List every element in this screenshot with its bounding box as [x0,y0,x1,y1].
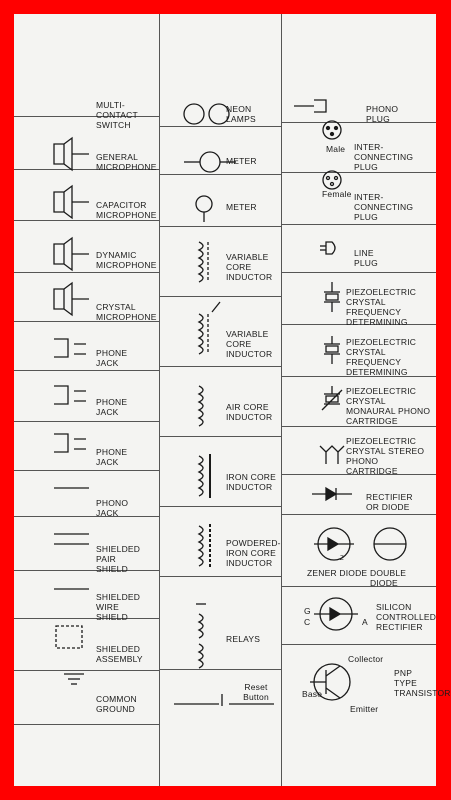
monaural-cartridge-icon [322,386,342,410]
shielded-assembly-icon [56,626,82,648]
male-label: Male [326,144,346,154]
middle-label-3: METER [226,202,257,212]
left-label-5: CRYSTAL MICROPHONE [96,302,157,322]
left-label-4: DYNAMIC MICROPHONE [96,250,157,270]
left-label-7: PHONE JACK [96,397,128,417]
right-label-5: PIEZOELECTRIC CRYSTAL FREQUENCY DETERMINING [346,287,417,327]
iron-core-inductor-icon [199,454,210,498]
interconnect-plug-male-icon [323,121,341,139]
right-label-3: INTER-CONNECTING PLUG [354,192,414,222]
base-label: Base [302,689,323,699]
middle-label-8: POWDERED-IRON CORE INDUCTOR [226,538,281,568]
middle-label-5: VARIABLE CORE INDUCTOR [226,329,273,359]
left-label-12: SHIELDED ASSEMBLY [96,644,143,664]
middle-label-1: NEON LAMPS [226,104,256,124]
right-label-11: DOUBLE DIODE [370,568,407,588]
variable-inductor-icon [199,302,220,354]
neon-lamp-icon [184,104,229,124]
microphone-icon [54,138,89,170]
scr-g-label: G [304,606,311,616]
shielded-pair-icon [54,534,89,544]
right-label-12: SILICON CONTROLLED RECTIFIER [376,602,437,632]
variable-inductor-icon [199,242,208,282]
female-label: Female [322,189,352,199]
left-label-8: PHONE JACK [96,447,128,467]
phone-jack-icon [54,339,86,357]
stereo-cartridge-icon [320,446,344,464]
left-label-2: GENERAL MICROPHONE [96,152,157,172]
line-plug-icon [320,242,335,254]
middle-label-10: Reset Button [243,682,269,702]
collector-label: Collector [348,654,384,664]
reset-button-icon [174,694,274,706]
crystal-microphone-icon [54,283,89,315]
phono-plug-icon [294,100,326,112]
left-label-10: SHIELDED PAIR SHIELD [96,544,141,574]
relay-icon [196,604,206,668]
interconnect-plug-female-icon [323,171,341,189]
middle-label-7: IRON CORE INDUCTOR [226,472,276,492]
right-label-8: PIEZOELECTRIC CRYSTAL STEREO PHONO CARTRIDGE [346,436,425,476]
meter-icon [196,196,212,222]
middle-label-4: VARIABLE CORE INDUCTOR [226,252,273,282]
meter-icon [184,152,236,172]
pnp-transistor-icon [310,664,350,700]
emitter-label: Emitter [350,704,379,714]
left-label-1: MULTI-CONTACT SWITCH [96,100,138,130]
scr-icon [314,598,358,630]
phone-jack-icon [54,434,86,452]
screen-symbol-chart [14,14,451,786]
ground-icon [64,674,84,684]
double-diode-icon [374,528,406,560]
powdered-iron-inductor-icon [199,524,210,568]
right-label-9: RECTIFIER OR DIODE [366,492,413,512]
scr-c-label: C [304,617,311,627]
middle-label-9: RELAYS [226,634,261,644]
diode-icon [312,488,352,500]
right-label-6: PIEZOELECTRIC CRYSTAL FREQUENCY DETERMINING [346,337,417,377]
phone-screen[interactable] [71,88,451,720]
right-label-10: ZENER DIODE [307,568,368,578]
zener-z-label: Z [340,556,344,562]
left-label-6: PHONE JACK [96,348,128,368]
right-label-2: INTER-CONNECTING PLUG [354,142,414,172]
phone-jack-icon [54,386,86,404]
zener-diode-icon [314,528,354,560]
symbol-drawings [14,14,451,786]
dynamic-microphone-icon [54,238,89,270]
middle-label-2: METER [226,156,257,166]
scr-a-label: A [362,617,368,627]
piezo-crystal-icon [324,282,340,312]
right-label-13: PNP TYPE TRANSISTOR [394,668,451,698]
piezo-crystal-icon [324,336,340,364]
right-label-7: PIEZOELECTRIC CRYSTAL MONAURAL PHONO CARTRIDGE [346,386,431,426]
left-label-13: COMMON GROUND [96,694,137,714]
middle-label-6: AIR CORE INDUCTOR [226,402,273,422]
left-label-3: CAPACITOR MICROPHONE [96,200,157,220]
left-label-11: SHIELDED WIRE SHIELD [96,592,141,622]
air-core-inductor-icon [199,386,203,426]
capacitor-microphone-icon [54,186,89,218]
right-label-4: LINE PLUG [354,248,378,268]
left-label-9: PHONO JACK [96,498,129,518]
right-label-1: PHONO PLUG [366,104,399,124]
